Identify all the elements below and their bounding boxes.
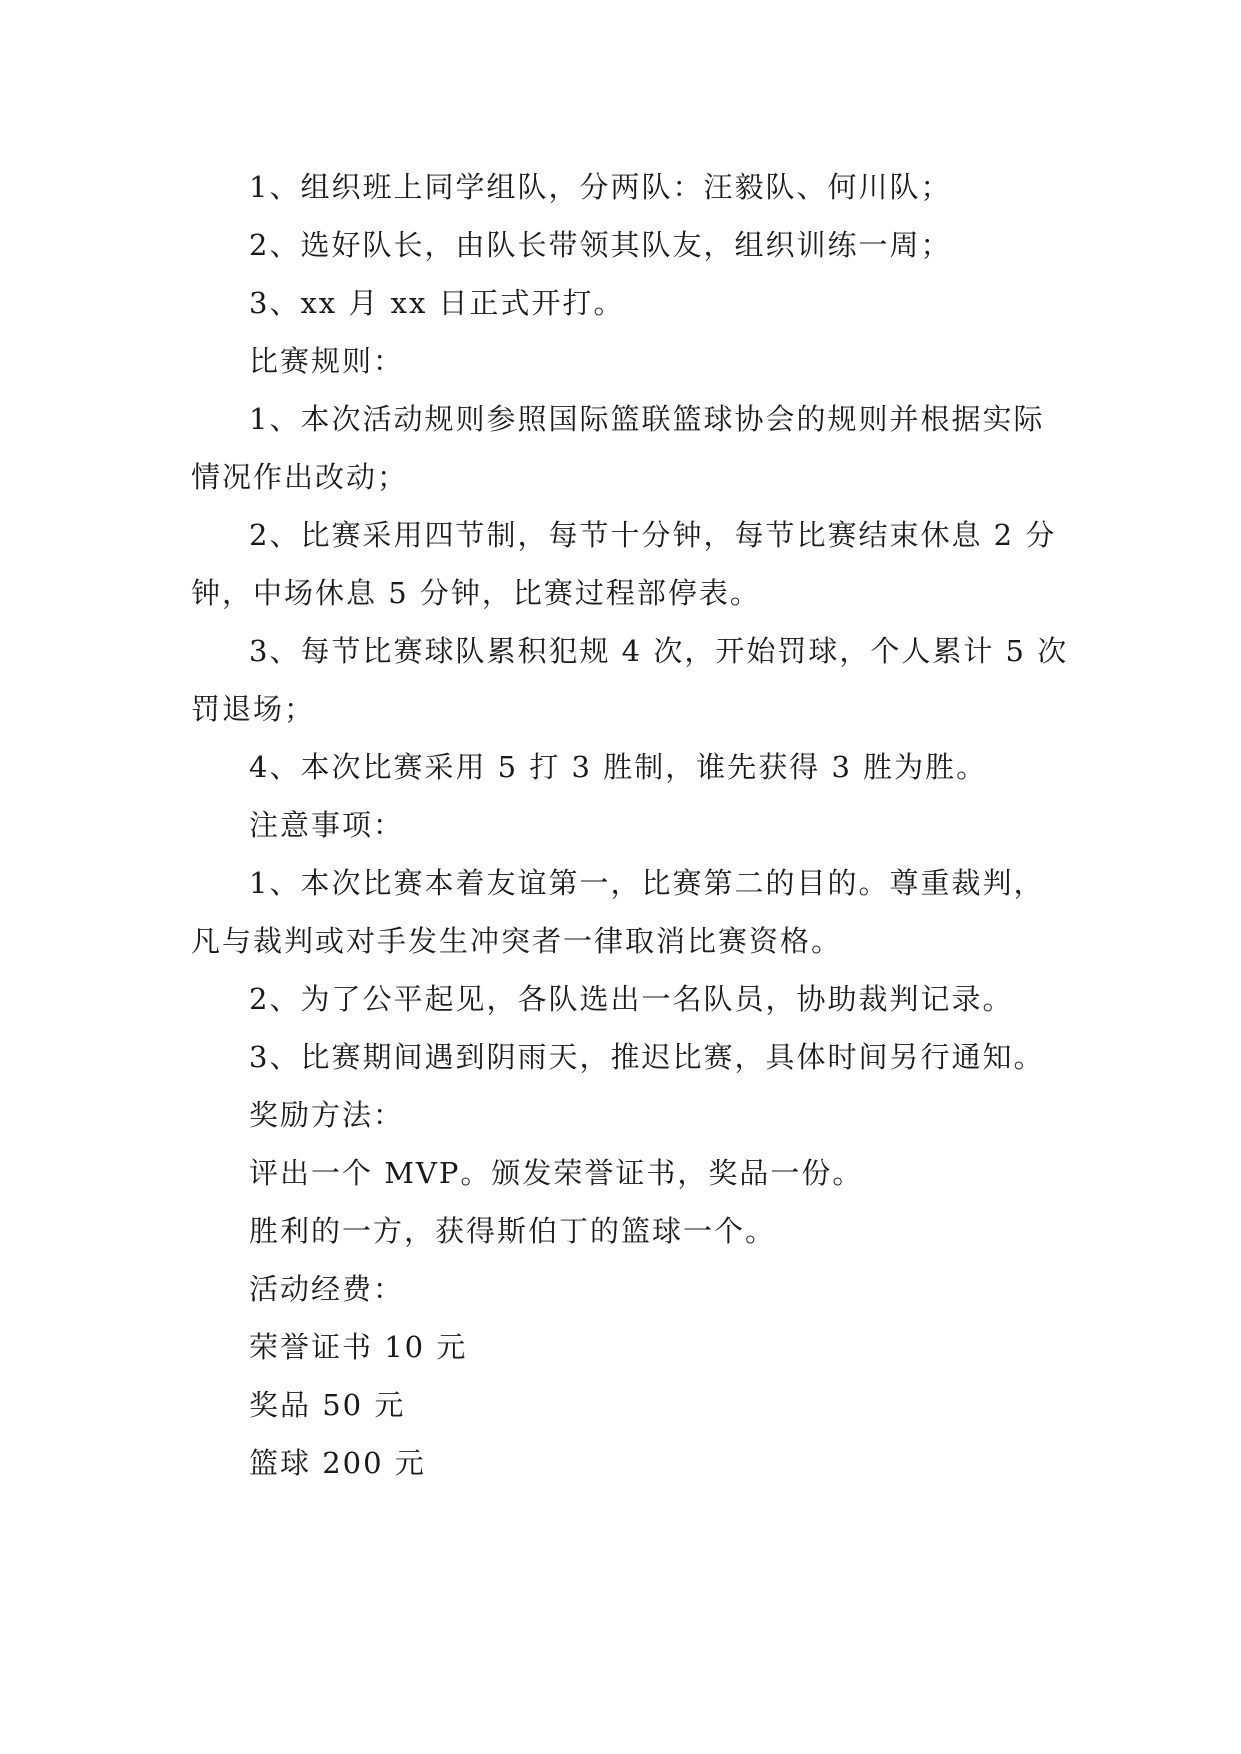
document-body: [191, 158, 1071, 1492]
budget-item-basketball: 篮球 200 元: [249, 1446, 426, 1480]
paragraph-organize-teams: 1、组织班上同学组队，分两队：汪毅队、何川队；: [249, 170, 952, 204]
paragraph-reward-winner: 胜利的一方，获得斯伯丁的篮球一个。: [249, 1214, 777, 1248]
paragraph-note-1: 1、本次比赛本着友谊第一，比赛第二的目的。尊重裁判，凡与裁判或对手发生冲突者一律取消比赛资格。: [191, 866, 1045, 958]
paragraph-rule-3: 3、每节比赛球队累积犯规 4 次，开始罚球，个人累计 5 次罚退场；: [191, 634, 1069, 726]
heading-budget: 活动经费：: [249, 1272, 405, 1306]
heading-notes: 注意事项：: [249, 808, 405, 842]
paragraph-start-date: 3、xx 月 xx 日正式开打。: [249, 286, 625, 320]
paragraph-note-2: 2、为了公平起见，各队选出一名队员，协助裁判记录。: [249, 982, 1014, 1016]
paragraph-rule-2: 2、比赛采用四节制，每节十分钟，每节比赛结束休息 2 分钟，中场休息 5 分钟，比赛过程部停表。: [191, 518, 1057, 610]
paragraph-rule-4: 4、本次比赛采用 5 打 3 胜制，谁先获得 3 胜为胜。: [249, 750, 988, 784]
heading-rules: 比赛规则：: [249, 344, 405, 378]
heading-rewards: 奖励方法：: [249, 1098, 405, 1132]
budget-item-prize: 奖品 50 元: [249, 1388, 406, 1422]
paragraph-note-3: 3、比赛期间遇到阴雨天，推迟比赛，具体时间另行通知。: [249, 1040, 1045, 1074]
budget-item-certificate: 荣誉证书 10 元: [249, 1330, 468, 1364]
paragraph-rule-1: 1、本次活动规则参照国际篮联篮球协会的规则并根据实际情况作出改动；: [191, 402, 1045, 494]
paragraph-reward-mvp: 评出一个 MVP。颁发荣誉证书，奖品一份。: [249, 1156, 864, 1190]
paragraph-select-captains: 2、选好队长，由队长带领其队友，组织训练一周；: [249, 228, 952, 262]
